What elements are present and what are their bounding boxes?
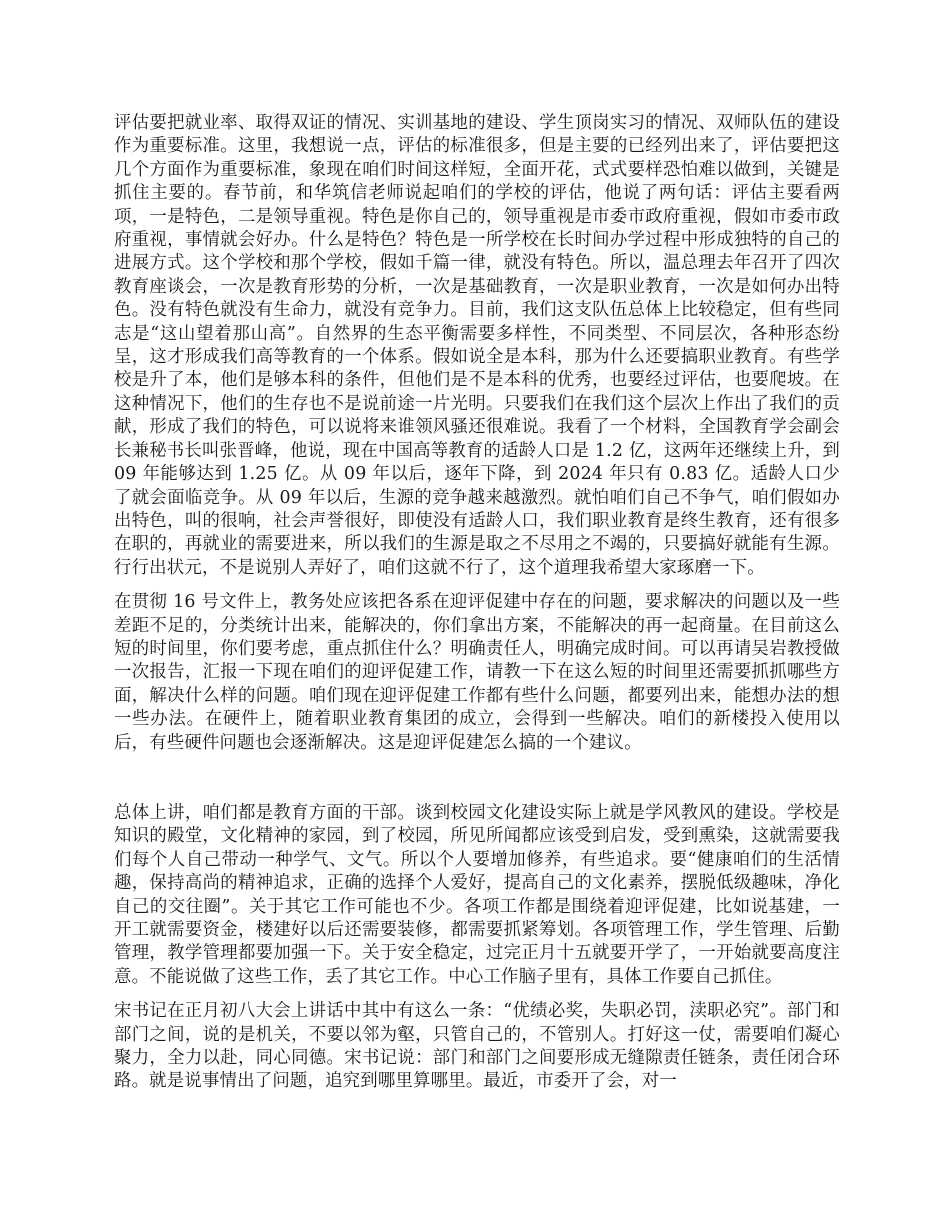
section-gap: [114, 766, 840, 802]
paragraph-document-16: 在贯彻 16 号文件上，教务处应该把各系在迎评促建中存在的问题，要求解决的问题以及一些差距不足的，分类统计出来，能解决的，你们拿出方案，不能解决的再一起商量。在目前这么短的时间里，你们要考虑，重点抓住什么？明确责任人，明确完成时间。可以再请吴岩教授做一次报告，汇报一下现在咱们的迎评促建工作，请教一下在这么短的时间里还需要抓抓哪些方面，解决什么样的问题。咱们现在迎评促建工作都有些什么问题，都要列出来，能想办法的想一些办法。在硬件上，随着职业教育集团的成立，会得到一些解决。咱们的新楼投入使用以后，有些硬件问题也会逐渐解决。这是迎评促建怎么搞的一个建议。: [114, 592, 840, 753]
paragraph-evaluation-standards: 评估要把就业率、取得双证的情况、实训基地的建设、学生顶岗实习的情况、双师队伍的建设作为重要标准。这里，我想说一点，评估的标准很多，但是主要的已经列出来了，评估要把这几个方面作为重要标准，象现在咱们时间这样短，全面开花，式式要样恐怕难以做到，关键是抓住主要的。春节前，和华筑信老师说起咱们的学校的评估，他说了两句话：评估主要看两项，一是特色，二是领导重视。特色是你自己的，领导重视是市委市政府重视，假如市委市政府重视，事情就会好办。什么是特色？特色是一所学校在长时间办学过程中形成独特的自己的进展方式。这个学校和那个学校，假如千篇一律，就没有特色。所以，温总理去年召开了四次教育座谈会，一次是教育形势的分析，一次是基础教育，一次是职业教育，一次是如何办出特色。没有特色就没有生命力，就没有竞争力。目前，我们这支队伍总体上比较稳定，但有些同志是“这山望着那山高”。自然界的生态平衡需要多样性，不同类型、不同层次，各种形态纷呈，这才形成我们高等教育的一个体系。假如说全是本科，那为什么还要搞职业教育。有些学校是升了本，他们是够本科的条件，但他们是不是本科的优秀，也要经过评估，也要爬坡。在这种情况下，他们的生存也不是说前途一片光明。只要我们在我们这个层次上作出了我们的贡献，形成了我们的特色，可以说将来谁领风骚还很难说。我看了一个材料，全国教育学会副会长兼秘书长叫张晋峰，他说，现在中国高等教育的适龄人口是 1.2 亿，这两年还继续上升，到 09 年能够达到 1.25 亿。从 09 年以后，逐年下降，到 2024 年只有 0.83 亿。适龄人口少了就会面临竞争。从 09 年以后，生源的竞争越来越激烈。就怕咱们自己不争气，咱们假如办出特色，叫的很响，社会声誉很好，即使没有适龄人口，我们职业教育是终生教育，还有很多在职的，再就业的需要进来，所以我们的生源是取之不尽用之不竭的，只要搞好就能有生源。行行出状元，不是说别人弄好了，咱们这就不行了，这个道理我希望大家琢磨一下。: [114, 113, 840, 578]
document-page: [114, 112, 840, 1105]
paragraph-campus-culture: 总体上讲，咱们都是教育方面的干部。谈到校园文化建设实际上就是学风教风的建设。学校是知识的殿堂，文化精神的家园，到了校园，所见所闻都应该受到启发，受到熏染，这就需要我们每个人自己带动一种学气、文气。所以个人要增加修养，有些追求。要“健康咱们的生活情趣，保持高尚的精神追求，正确的选择个人爱好，提高自己的文化素养，摆脱低级趣味，净化自己的交往圈”。关于其它工作可能也不少。各项工作都是围绕着迎评促建，比如说基建，一开工就需要资金，楼建好以后还需要装修，都需要抓紧筹划。各项管理工作，学生管理、后勤管理，教学管理都要加强一下。关于安全稳定，过完正月十五就要开学了，一开始就要高度注意。不能说做了这些工作，丢了其它工作。中心工作脑子里有，具体工作要自己抓住。: [114, 802, 840, 987]
paragraph-secretary-speech: 宋书记在正月初八大会上讲话中其中有这么一条：“优绩必奖，失职必罚，渎职必究”。部门和部门之间，说的是机关，不要以邻为壑，只管自己的，不管别人。打好这一仗，需要咱们凝心聚力，全力以赴，同心同德。宋书记说：部门和部门之间要形成无缝隙责任链条，责任闭合环路。就是说事情出了问题，追究到哪里算哪里。最近，市委开了会，对一: [114, 1001, 840, 1092]
